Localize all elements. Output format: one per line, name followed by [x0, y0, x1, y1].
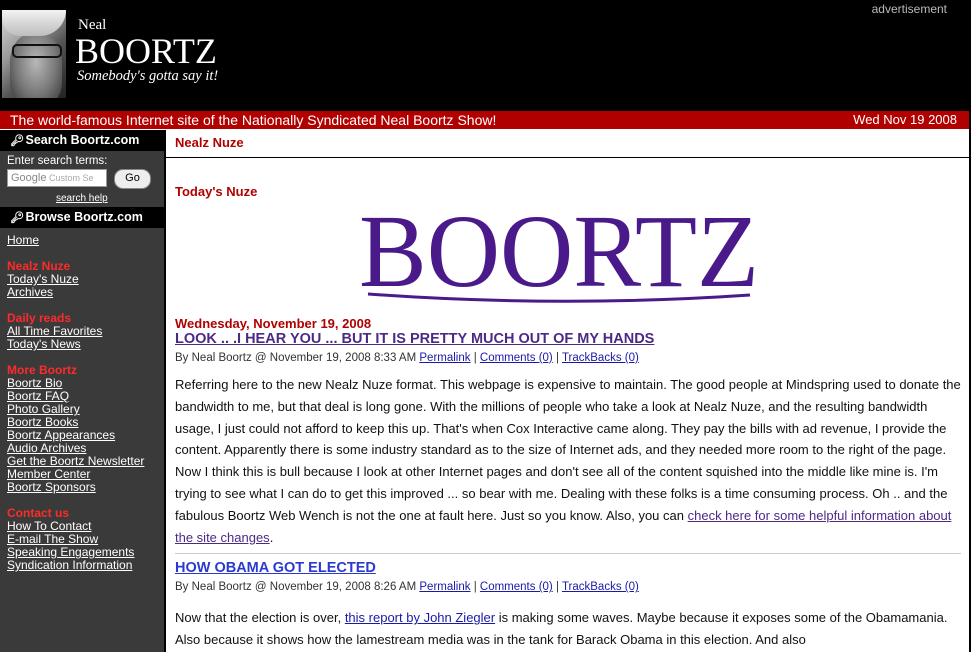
post-body [175, 374, 961, 548]
nav-link[interactable]: Audio Archives [7, 441, 87, 455]
post-body [175, 607, 961, 651]
nav-link[interactable]: Photo Gallery [7, 402, 80, 416]
key-icon: 🔑︎ [10, 135, 24, 147]
nav-link[interactable]: Archives [7, 285, 54, 299]
post-body-end: is making some waves. Maybe because it exposes some of the Obamamania. Also because it shows how the lamestream media was in the tank for Barack Obama in this election. And also [175, 610, 948, 648]
key-icon: 🔑︎ [10, 212, 24, 224]
site-logo[interactable]: BOORTZ [75, 31, 217, 71]
nav-link[interactable]: Syndication Information [7, 558, 133, 572]
site-tagline: The world-famous Internet site of the Nationally Syndicated Neal Boortz Show! [10, 112, 497, 128]
nav-link[interactable]: Boortz FAQ [7, 389, 70, 403]
site-changes-link[interactable]: check here for some helpful information about the site changes [175, 507, 952, 545]
search-row [7, 169, 157, 204]
section-title: Nealz Nuze [175, 135, 244, 150]
nav-section-title: Daily reads [7, 311, 72, 325]
nav-link[interactable]: Today's Nuze [7, 272, 79, 286]
nav-link[interactable]: Today's News [7, 337, 81, 351]
nav-link[interactable]: Member Center [7, 467, 91, 481]
logo-first-name: Neal [78, 17, 107, 33]
nav-link[interactable]: Boortz Bio [7, 376, 63, 390]
post-byline: By Neal Boortz @ November 19, 2008 8:33 AM [175, 352, 417, 364]
search-label: Enter search terms: [7, 155, 108, 167]
post-body-text: Now that the election is over, [175, 610, 345, 626]
comments-link[interactable]: Comments (0) [479, 581, 553, 594]
main-content [166, 130, 969, 652]
post-divider [175, 553, 961, 554]
search-placeholder: Custom Se [49, 173, 94, 183]
tagline-bar [0, 111, 969, 130]
advertisement-label: advertisement [871, 2, 947, 16]
site-header [0, 0, 971, 111]
nav-home[interactable]: Home [7, 233, 40, 247]
post-list [175, 317, 961, 651]
post-body-end: . [269, 529, 274, 545]
banner-logo-text: BOORTZ [359, 198, 759, 308]
post-body-text: Referring here to the new Nealz Nuze format. This webpage is expensive to maintain. The good people at Mindspring used to donate the bandwidth to me, but that deal is long gone. With the millions of people who take a look at Nealz Nuze, and the resulting bandwidth usage, I just could not afford to keep this up. That's when Cox Interactive came along. They pay the bills with ad revenue, I provide the content. Apparently there is some industry standard as to the size of Internet ads, and they needed more room to the right of the page. Now I think this is bull because I look at other Internet pages and don't see all of the content squished into the middle like mine is. I'm trying to see what I can do to get this improved ... so bear with me. Dealing with these folks is a time consuming process. Oh .. and the fabulous Boortz Web Wench is not the one at fault here. Just so you know. Also, you can [175, 377, 961, 523]
post-byline: By Neal Boortz @ November 19, 2008 8:26 AM [175, 581, 417, 594]
host-photo [2, 10, 66, 98]
nav-section-title: Contact us [7, 506, 70, 520]
current-date: Wed Nov 19 2008 [853, 112, 957, 127]
todays-nuze-title: Today's Nuze [175, 184, 258, 199]
search-help-link[interactable]: search help [56, 193, 108, 204]
date-heading: Wednesday, November 19, 2008 [175, 316, 372, 331]
sidebar [0, 130, 164, 652]
nav-section-title: More Boortz [7, 363, 77, 377]
nav-link[interactable]: Boortz Sponsors [7, 480, 96, 494]
ziegler-report-link[interactable]: this report by John Ziegler [344, 610, 496, 626]
nav-link[interactable]: Boortz Books [7, 415, 79, 429]
nav-link[interactable]: Get the Boortz Newsletter [7, 454, 145, 468]
post-title[interactable]: HOW OBAMA GOT ELECTED [175, 560, 376, 577]
nav-link[interactable]: Boortz Appearances [7, 428, 116, 442]
post-meta: By Neal Boortz @ November 19, 2008 8:26 AM Permalink | Comments (0) | TrackBacks (0) [175, 581, 639, 594]
sidebar-nav [0, 228, 164, 572]
browse-heading: 🔑︎ Browse Boortz.com [0, 207, 164, 228]
section-divider [166, 157, 969, 158]
nav-link[interactable]: All Time Favorites [7, 324, 103, 338]
nav-link[interactable]: Speaking Engagements [7, 545, 135, 559]
search-area [0, 151, 164, 207]
trackbacks-link[interactable]: TrackBacks (0) [561, 581, 639, 594]
nav-link[interactable]: E-mail The Show [7, 532, 99, 546]
nav-section-title: Nealz Nuze [7, 259, 71, 273]
logo-tagline: Somebody's gotta say it! [77, 68, 219, 84]
post-meta: By Neal Boortz @ November 19, 2008 8:33 AM Permalink | Comments (0) | TrackBacks (0) [175, 352, 639, 364]
search-heading: 🔑︎ Search Boortz.com [0, 130, 164, 151]
comments-link[interactable]: Comments (0) [479, 352, 553, 364]
boortz-banner-logo [354, 198, 764, 308]
permalink-link[interactable]: Permalink [419, 581, 471, 594]
nav-link[interactable]: How To Contact [7, 519, 92, 533]
trackbacks-link[interactable]: TrackBacks (0) [561, 352, 639, 364]
google-logo: Google [11, 172, 47, 184]
search-input[interactable] [7, 169, 107, 187]
search-go-button[interactable]: Go [114, 169, 151, 189]
permalink-link[interactable]: Permalink [419, 352, 471, 364]
post-title[interactable]: LOOK .. .I HEAR YOU ... BUT IT IS PRETTY MUCH OUT OF MY HANDS [175, 331, 655, 347]
